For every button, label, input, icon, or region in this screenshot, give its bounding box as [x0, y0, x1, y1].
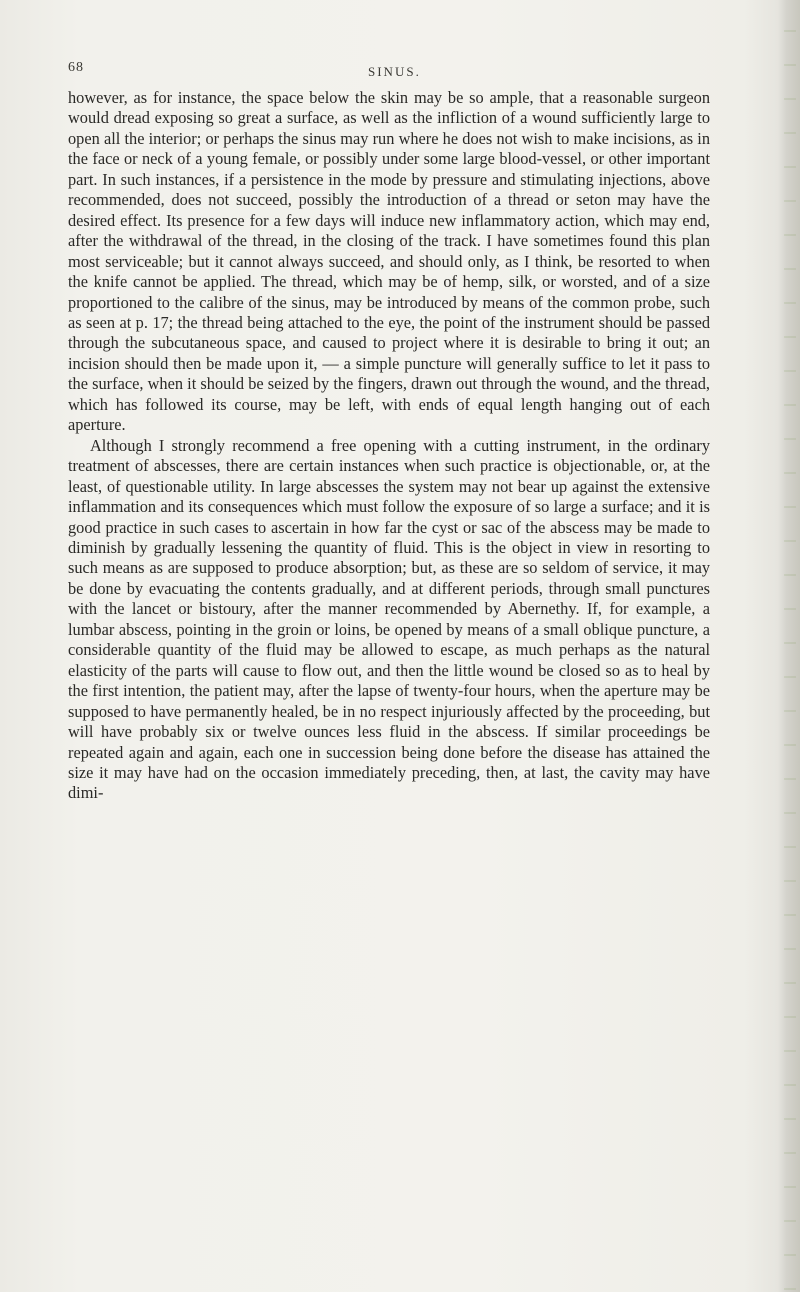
paragraph: however, as for instance, the space below the skin may be so ample, that a reasonable surgeon would dread exposing so great a surface, as well as the infliction of a wound sufficiently large to open all the interior; or perhaps the sinus may run where he does not wish to make incisions, as in the face or neck of a young female, or possibly under some large blood-vessel, or other important part. In such instances, if a persistence in the mode by pressure and stimulating injections, above recommended, does not succeed, possibly the introduction of a thread or seton may have the desired effect. Its presence for a few days will induce new inflammatory action, which may end, after the withdrawal of the thread, in the closing of the track. I have sometimes found this plan most serviceable; but it cannot always succeed, and should only, as I think, be resorted to when the knife cannot be applied. The thread, which may be of hemp, silk, or worsted, and of a size proportioned to the calibre of the sinus, may be introduced by means of the common probe, such as seen at p. 17; the thread being attached to the eye, the point of the instrument should be passed through the subcutaneous space, and caused to project where it is desirable to bring it out; an incision should then be made upon it, — a simple puncture will generally suffice to let it pass to the surface, when it should be seized by the fingers, drawn out through the wound, and the thread, which has followed its course, may be left, with ends of equal length hanging out of each aperture. — [68, 88, 710, 435]
body-text — [68, 88, 710, 804]
binding-edge — [784, 30, 796, 1290]
page-number: 68 — [68, 60, 84, 75]
running-title: SINUS. — [368, 64, 421, 79]
paragraph: Although I strongly recommend a free opening with a cutting instrument, in the ordinary treatment of abscesses, there are certain instances when such practice is objectionable, or, at the least, of questionable utility. In large abscesses the system may not bear up against the extensive inflammation and its consequences which must follow the exposure of so large a surface; and it is good practice in such cases to ascertain in how far the cyst or sac of the abscess may be made to diminish by gradually lessening the quantity of fluid. This is the object in view in resorting to such means as are supposed to produce absorption; but, as these are so seldom of service, it may be done by evacuating the contents gradually, and at different periods, through small punctures with the lancet or bistoury, after the manner recommended by Abernethy. If, for example, a lumbar abscess, pointing in the groin or loins, be opened by means of a small oblique puncture, a considerable quantity of the fluid may be allowed to escape, as much perhaps as the natural elasticity of the parts will cause to flow out, and then the little wound be closed so as to heal by the first intention, the patient may, after the lapse of twenty-four hours, when the aperture may be supposed to have permanently healed, be in no respect injuriously affected by the proceeding, but will have probably six or twelve ounces less fluid in the abscess. If similar proceedings be repeated again and again, each one in succession being done before the disease has attained the size it may have had on the occasion immediately preceding, then, at last, the cavity may have dimi- — [68, 435, 710, 803]
